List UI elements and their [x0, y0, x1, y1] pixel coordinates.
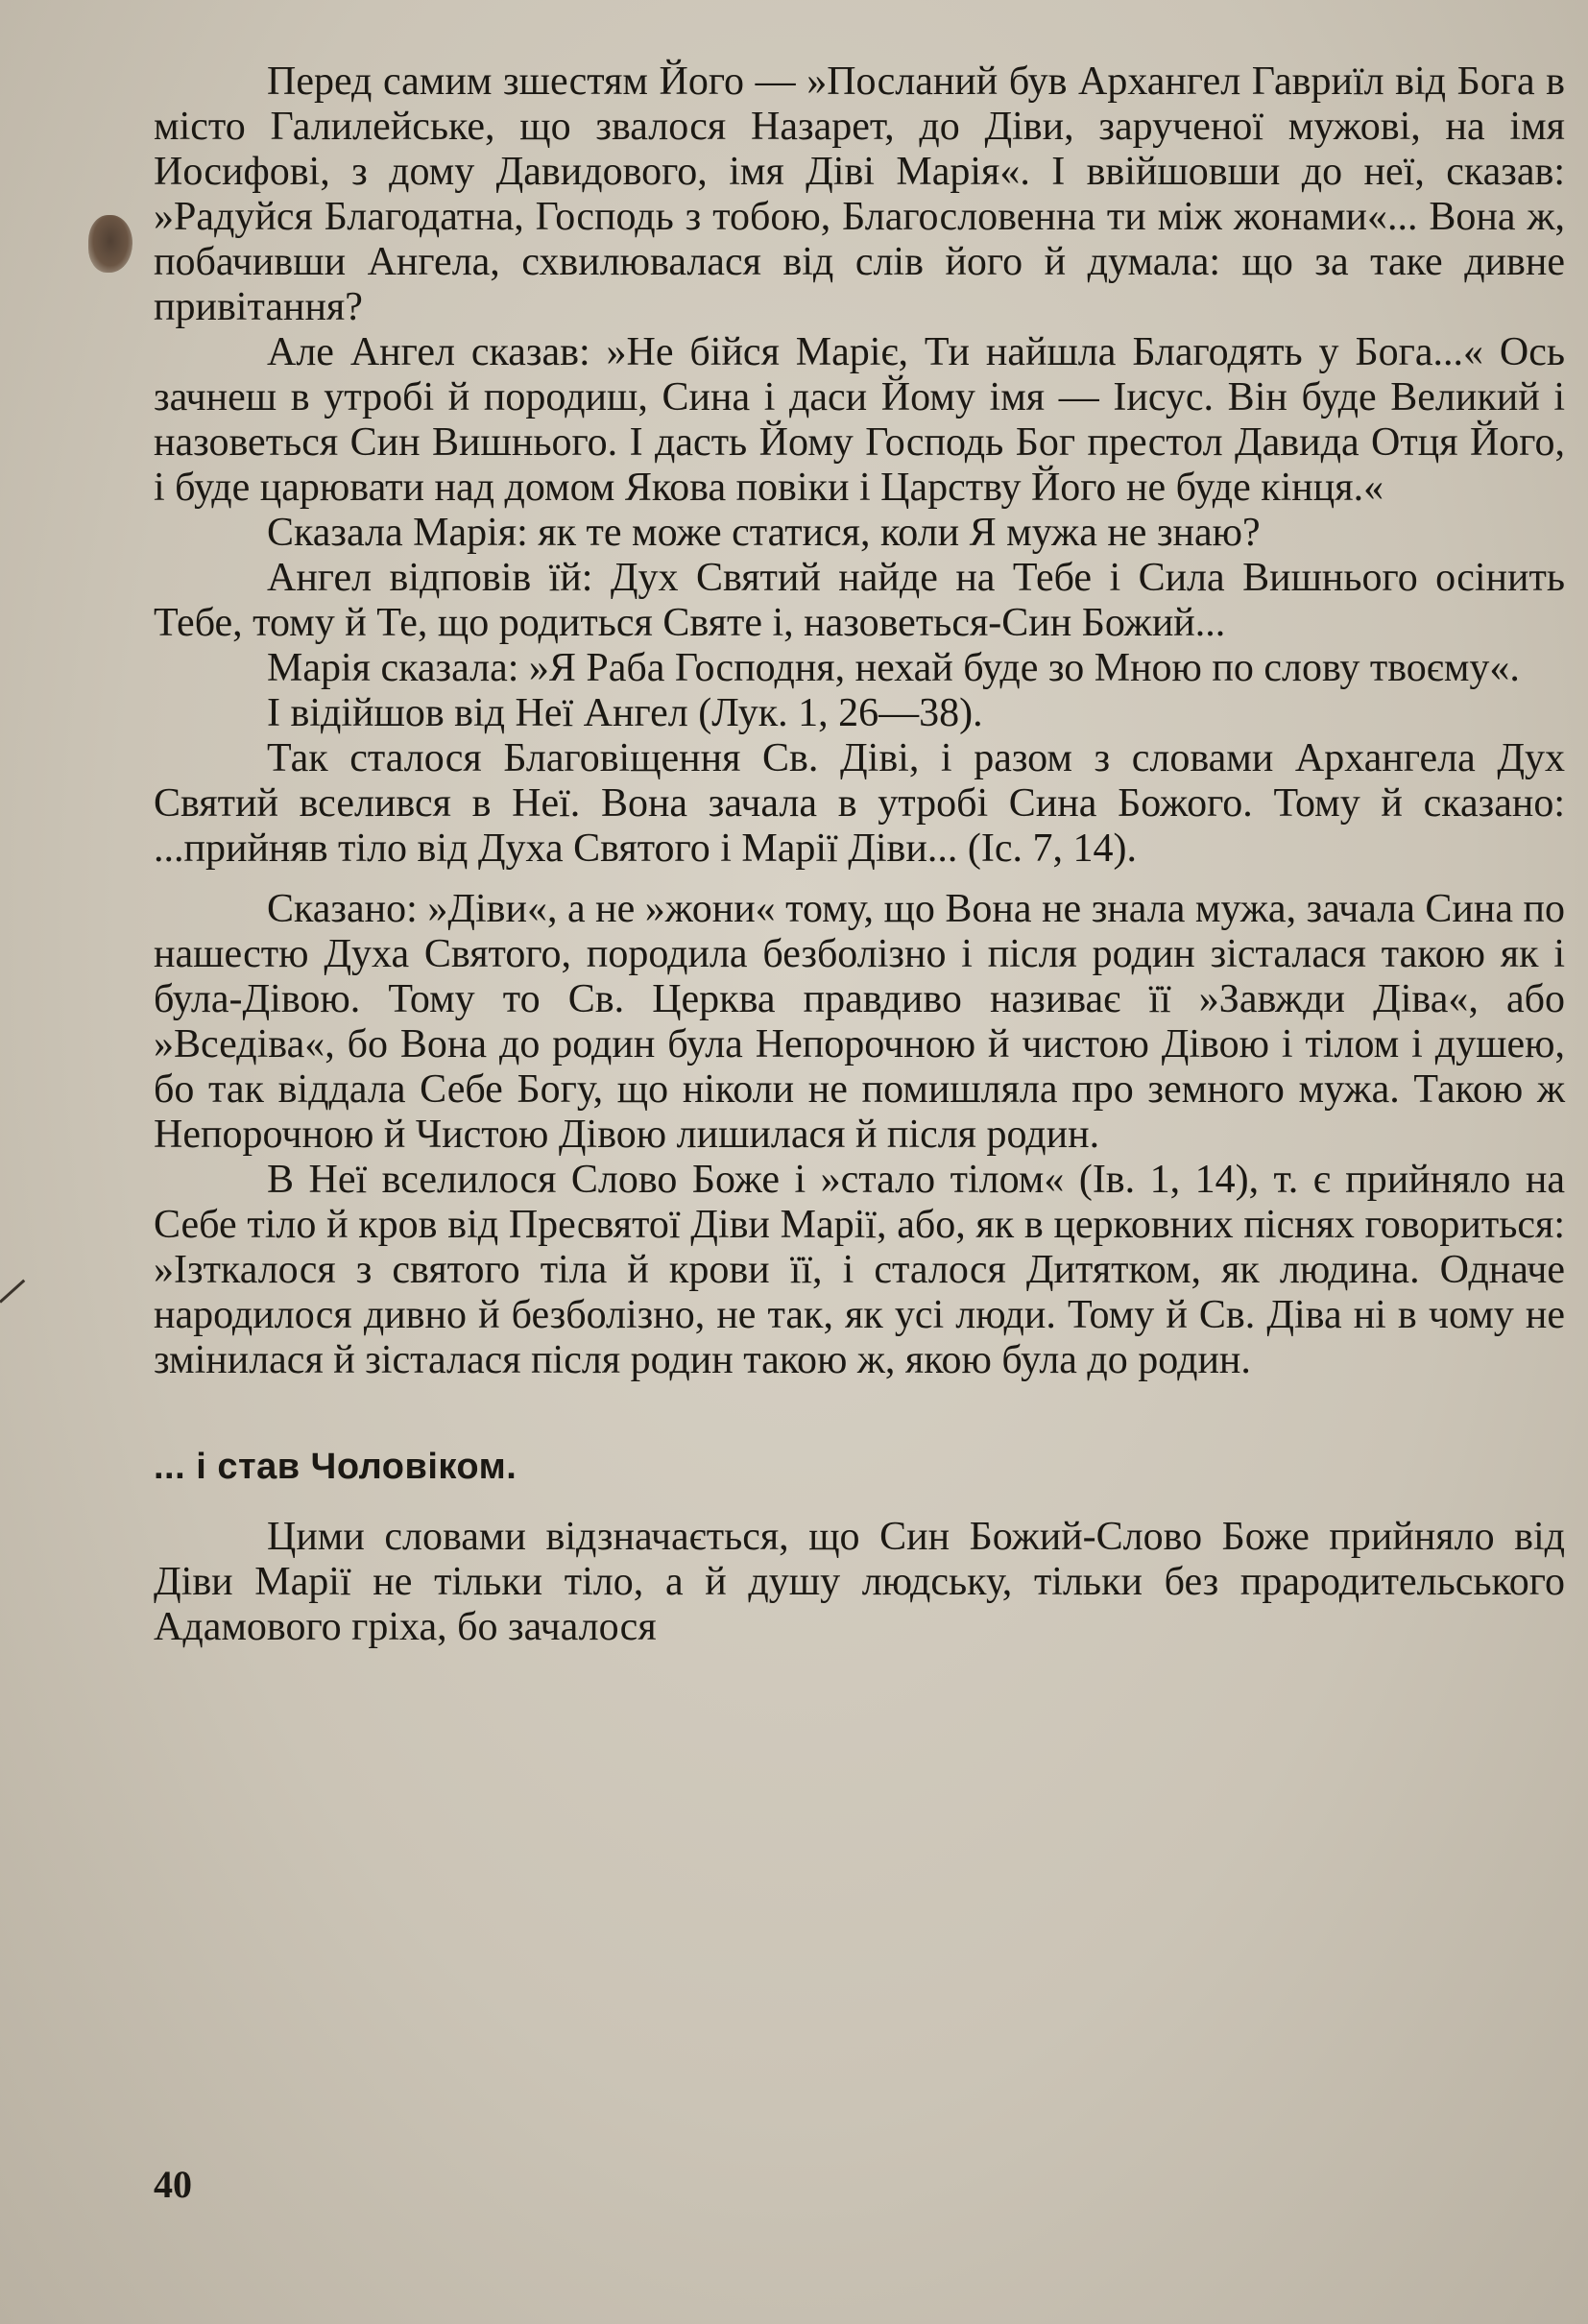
- paragraph-became-man: Цими словами відзначається, що Син Божий-Слово Боже прийняло від Діви Марії не тільки тіло, а й душу людську, тільки без прародительського Адамового гріха, бо зачалося: [154, 1515, 1565, 1649]
- page-number: 40: [154, 2163, 192, 2206]
- paragraph-angel-answer: Ангел відповів їй: Дух Святий найде на Тебе і Сила Вишнього осінить Тебе, тому й Те, що родиться Святе і, назоветься-Син Божий...: [154, 556, 1565, 645]
- paragraph-annunciation-summary: Так сталося Благовіщення Св. Діві, і разом з словами Архангела Дух Святий вселився в Неї. Вона зачала в утробі Сина Божого. Тому й сказано: ...прийняв тіло від Духа Святого і Марії Діви... (Іс. 7, 14).: [154, 736, 1565, 871]
- paragraph-virgin-explanation: Сказано: »Діви«, а не »жони« тому, що Вона не знала мужа, зачала Сина по нашестю Духа Святого, породила безболізно і після родин зісталася такою як і була-Дівою. Тому то Св. Церква правдиво називає її »Завжди Діва«, або »Вседіва«, бо Вона до родин була Непорочною й чистою Дівою і тілом і душею, бо так віддала Себе Богу, що ніколи не помишляла про земного мужа. Такою ж Непорочною й Чистою Дівою лишилася й після родин.: [154, 887, 1565, 1157]
- paragraph-mary-question: Сказала Марія: як те може статися, коли Я мужа не знаю?: [267, 511, 1261, 555]
- section-heading: ... і став Чоловіком.: [154, 1447, 517, 1487]
- paragraph-annunciation: Перед самим зшестям Його — »Посланий був Архангел Гавриїл від Бога в місто Галилейське, що звалося Назарет, до Діви, зарученої мужові, на імя Иосифові, з дому Давидового, імя Діві Марія«. І ввійшовши до неї, сказав: »Радуйся Благодатна, Господь з тобою, Благословенна ти між жонами«... Вона ж, побачивши Ангела, схвилювалася від слів його й думала: що за таке дивне привітання?: [154, 60, 1565, 329]
- paragraph-angel-departs: І відійшов від Неї Ангел (Лук. 1, 26—38).: [267, 691, 983, 735]
- paragraph-word-incarnate: В Неї вселилося Слово Боже і »стало тілом« (Ів. 1, 14), т. є прийняло на Себе тіло й кров від Пресвятої Діви Марії, або, як в церковних піснях говориться: »Ізткалося з святого тіла й крови її, і сталося Дитятком, як людина. Одначе народилося дивно й безболізно, не так, як усі люди. Тому й Св. Діва ні в чому не змінилася й зісталася після родин такою ж, якою була до родин.: [154, 1158, 1565, 1382]
- ink-stain: [88, 215, 132, 273]
- margin-pencil-mark: [0, 1280, 25, 1304]
- paragraph-mary-answer: Марія сказала: »Я Раба Господня, нехай буде зо Мною по слову твоєму«.: [267, 646, 1520, 690]
- body-text: [154, 60, 1565, 1650]
- paragraph-angel-speech: Але Ангел сказав: »Не бійся Маріє, Ти найшла Благодять у Бога...« Ось зачнеш в утробі й породиш, Сина і даси Йому імя — Іисус. Він буде Великий і назоветься Син Вишнього. І дасть Йому Господь Бог престол Давида Отця Його, і буде царювати над домом Якова повіки і Царству Його не буде кінця.«: [154, 330, 1565, 510]
